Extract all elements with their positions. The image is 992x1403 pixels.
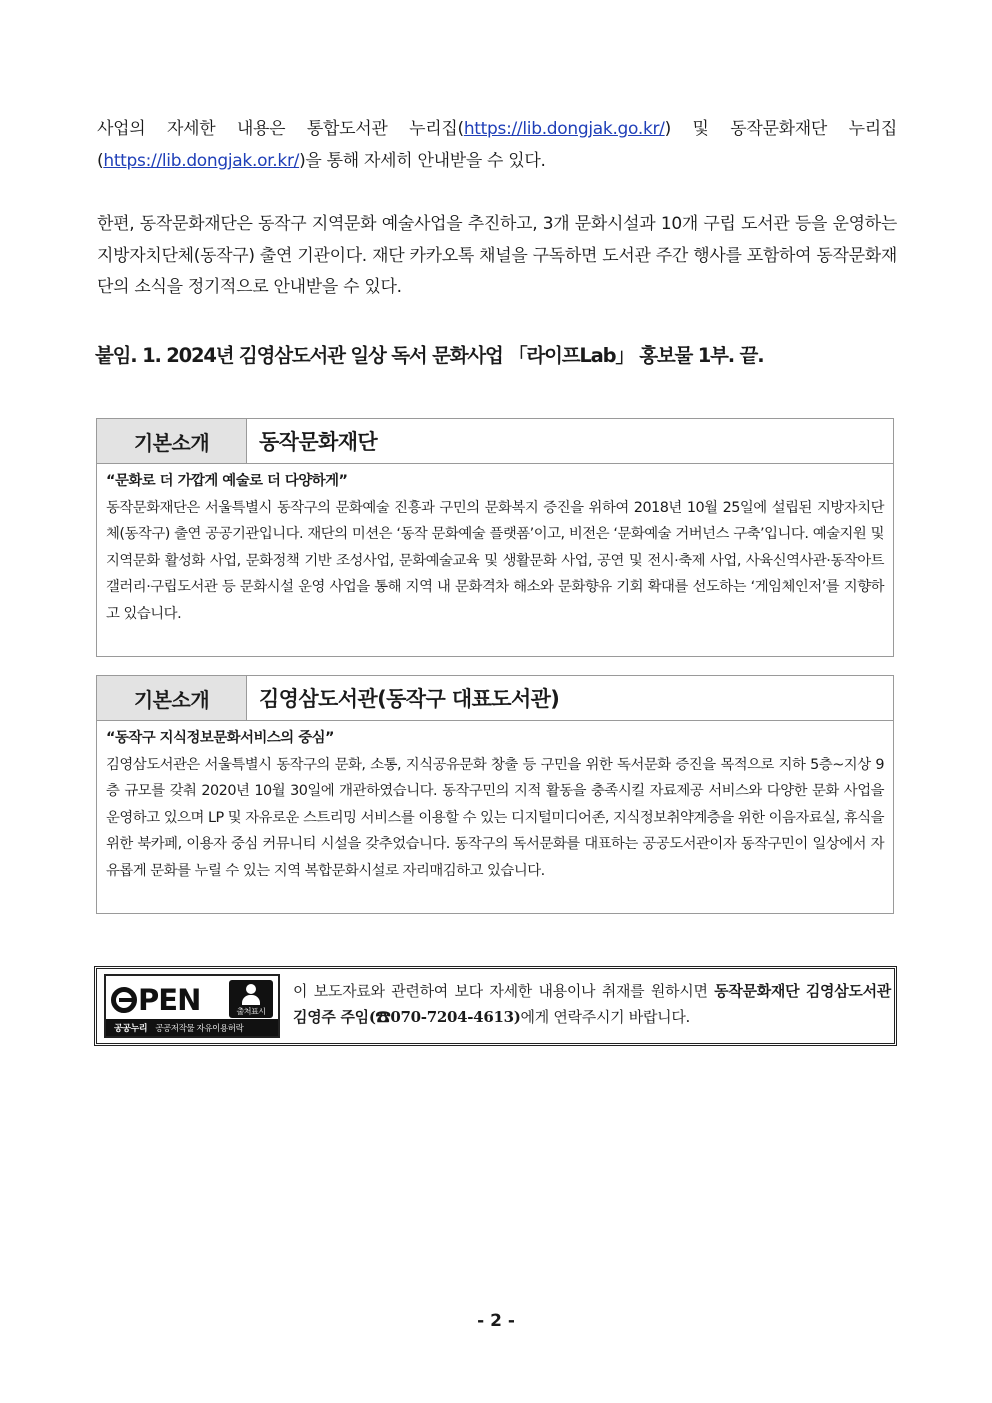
open-logo [111,980,223,1020]
intro-box-tag: 기본소개 [97,419,247,463]
intro-box-tag: 기본소개 [97,676,247,720]
open-logo-text: PEN [138,983,201,1017]
contact-org: 동작문화재단 [714,982,800,1000]
p1-text-after: )을 통해 자세히 안내받을 수 있다. [299,150,546,171]
kogl-license-badge [104,974,280,1038]
intro-box-header [97,676,893,721]
intro-box-content [97,464,893,628]
contact-text-lead: 이 보도자료와 관련하여 보다 자세한 내용이나 취재를 원하시면 [293,982,715,1000]
intro-box-slogan: “문화로 더 가깝게 예술로 더 다양하게” [106,473,348,489]
intro-box-library [96,675,894,914]
intro-box-description: 동작문화재단은 서울특별시 동작구의 문화예술 진흥과 구민의 문화복지 증진을 위하여 2018년 10월 25일에 설립된 지방자치단체(동작구) 출연 공공기관입니다. 재단의 미션은 ‘동작 문화예술 플랫폼’이고, 비전은 ‘문화예술 거버넌스 구축’입니다. 예술지원 및 지역문화 활성화 사업, 문화정책 기반 조성사업, 문화예술교육 및 생활문화 사업, 공연 및 전시·축제 사업, 사육신역사관·동작아트갤러리·구립도서관 등 문화시설 운영 사업을 통해 지역 내 문화격차 해소와 문화향유 기회 확대를 선도하는 ‘게임체인저’를 지향하고 있습니다. [106,499,884,622]
intro-box-header [97,419,893,464]
detail-info-paragraph [97,114,897,177]
foundation-library-link[interactable]: https://lib.dongjak.or.kr/ [103,150,300,171]
attribution-label: 출처표시 [236,1007,266,1016]
intro-box-content [97,721,893,885]
p1-text-middle: ) 및 동작문화재단 누리집 ( [97,119,897,171]
attribution-person-icon [229,980,273,1018]
license-bar-left: 공공누리 [114,1024,148,1034]
intro-box-description: 김영삼도서관은 서울특별시 동작구의 문화, 소통, 지식공유문화 창출 등 구민을 위한 독서문화 증진을 목적으로 지하 5층~지상 9층 규모를 갖춰 2020년 10월 30일에 개관하였습니다. 동작구민의 지적 활동을 충족시킬 자료제공 서비스와 다양한 문화 사업을 운영하고 있으며 LP 및 자유로운 스트리밍 서비스를 이용할 수 있는 디지털미디어존, 지식정보취약계층을 위한 이음자료실, 휴식을 위한 북카페, 이용자 중심 커뮤니티 시설을 갖추었습니다. 동작구의 독서문화를 대표하는 공공도서관이자 동작구민이 일상에서 자유롭게 문화를 누릴 수 있는 지역 복합문화시설로 자리매김하고 있습니다. [106,756,884,879]
intro-box-title: 김영삼도서관(동작구 대표도서관) [259,687,560,711]
intro-box-title: 동작문화재단 [259,430,378,454]
contact-person: 김영삼도서관 김영주 주임(☎070-7204-4613) [293,982,892,1026]
foundation-info-paragraph: 한편, 동작문화재단은 동작구 지역문화 예술사업을 추진하고, 3개 문화시설과 10개 구립 도서관 등을 운영하는 지방자치단체(동작구) 출연 기관이다. 재단 카카오톡 채널을 구독하면 도서관 주간 행사를 포함하여 동작문화재단의 소식을 정기적으로 안내받을 수 있다. [97,214,897,297]
open-o-icon [111,987,137,1013]
contact-text-tail: 에게 연락주시기 바랍니다. [520,1008,691,1026]
contact-text [293,978,891,1030]
license-bar [106,1019,278,1036]
intro-box-foundation [96,418,894,657]
page-number: - 2 - [477,1311,515,1331]
intro-box-slogan: “동작구 지식정보문화서비스의 중심” [106,730,334,746]
contact-box [94,966,897,1046]
integrated-library-link[interactable]: https://lib.dongjak.go.kr/ [463,119,665,139]
attachment-line: 붙임. 1. 2024년 김영삼도서관 일상 독서 문화사업 「라이프Lab」 홍보물 1부. 끝. [95,344,764,367]
license-bar-right: 공공저작물 자유이용허락 [155,1023,244,1034]
p1-text-before: 사업의 자세한 내용은 통합도서관 누리집( [97,119,464,139]
